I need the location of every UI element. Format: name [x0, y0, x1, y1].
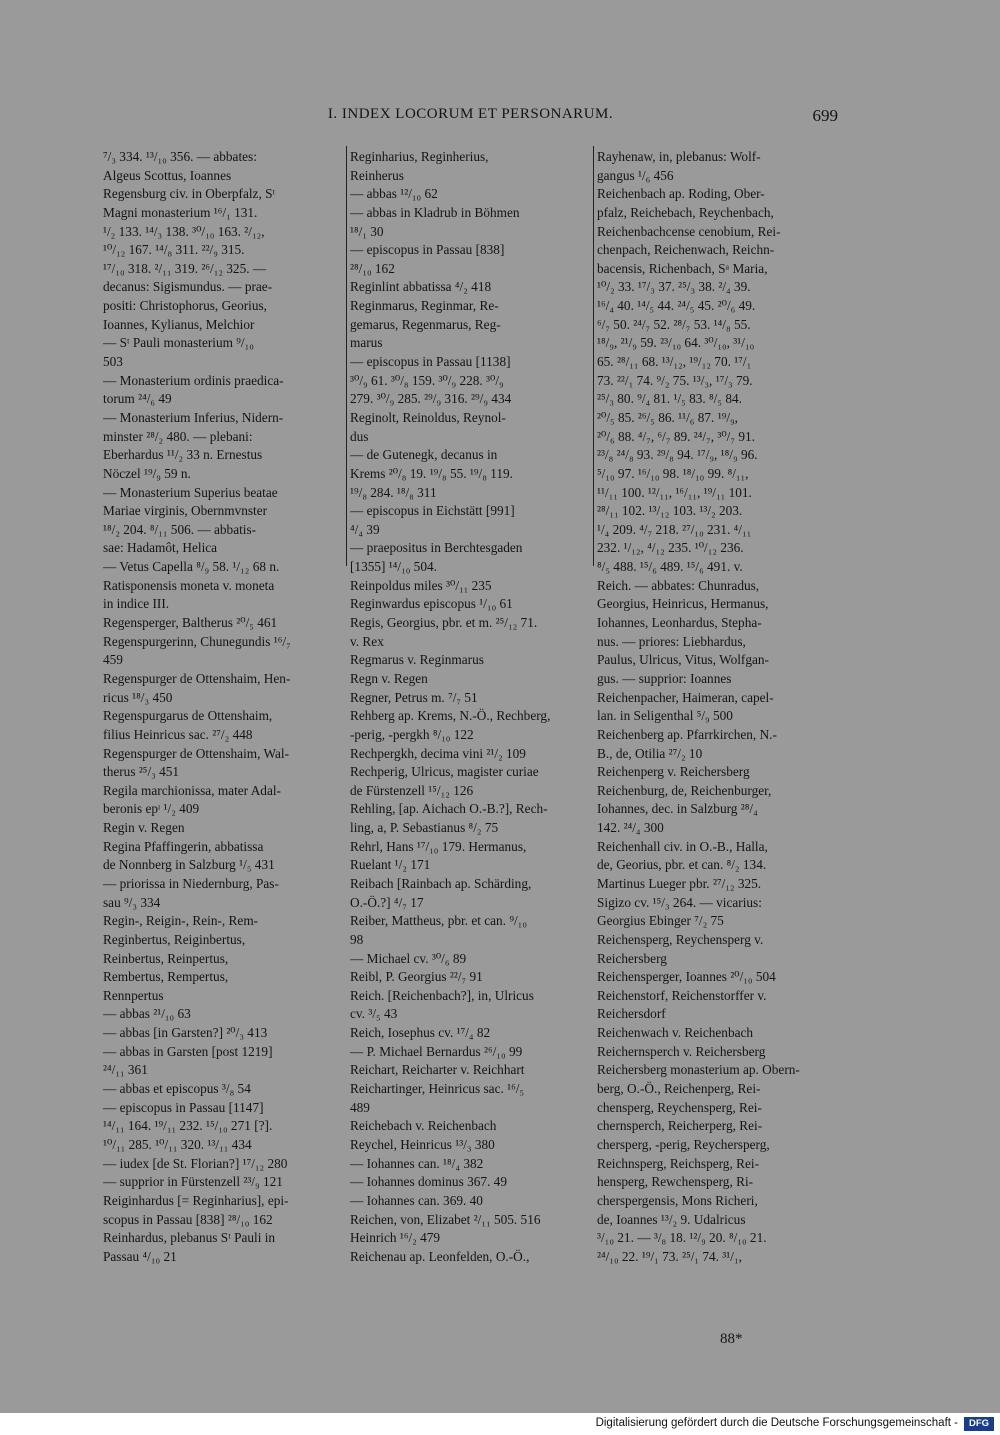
index-line: — Monasterium Inferius, Nidern-	[103, 409, 284, 425]
index-line: ¹⁹/₈ 284. ¹⁸/₈ 311	[350, 484, 437, 500]
index-line: ¹⁰/₁₁ 285. ¹⁰/₁₁ 320. ¹³/₁₁ 434	[103, 1136, 252, 1152]
footer-credit: Digitalisierung gefördert durch die Deutsche Forschungsgemeinschaft -	[595, 1417, 958, 1429]
index-line: — priorissa in Niedernburg, Pas-	[103, 875, 279, 891]
index-line: Regis, Georgius, pbr. et m. ²⁵/₁₂ 71.	[350, 615, 538, 631]
index-line: Reichenperg v. Reichersberg	[597, 764, 750, 780]
index-line: 65. ²⁸/₁₁ 68. ¹³/₁₂, ¹⁹/₁₂ 70. ¹⁷/₁	[597, 354, 752, 370]
index-line: Regensburg civ. in Oberpfalz, Sᵗ	[103, 186, 276, 202]
index-line: — abbas ¹²/₁₀ 62	[350, 186, 438, 202]
index-line: Regina Pfaffingerin, abbatissa	[103, 838, 264, 854]
index-line: — episcopus in Passau [838]	[350, 242, 505, 258]
index-line: — Monasterium Superius beatae	[103, 484, 278, 500]
index-line: Reichersdorf	[597, 1006, 666, 1022]
index-line: — episcopus in Passau [1147]	[103, 1099, 264, 1115]
index-line: Regenspurger de Ottenshaim, Hen-	[103, 670, 291, 686]
index-line: de Fürstenzell ¹⁵/₁₂ 126	[350, 782, 474, 798]
index-line: Regensperger, Baltherus ²⁰/₅ 461	[103, 615, 278, 631]
index-line: — abbas ²¹/₁₀ 63	[103, 1006, 191, 1022]
index-line: Algeus Scottus, Ioannes	[103, 167, 232, 183]
index-line: Regenspurgarus de Ottenshaim,	[103, 708, 273, 724]
index-line: 73. ²²/₁ 74. ⁹/₂ 75. ¹³/₃, ¹⁷/₃ 79.	[597, 372, 753, 388]
index-line: Reichenau ap. Leonfelden, O.-Ö.,	[350, 1248, 530, 1264]
index-line: Reich. [Reichenbach?], in, Ulricus	[350, 987, 534, 1003]
index-line: ³⁰/₉ 61. ³⁰/₈ 159. ³⁰/₉ 228. ³⁰/₉	[350, 372, 504, 388]
index-line: — Iohannes can. ¹⁸/₄ 382	[350, 1155, 484, 1171]
index-line: Reichernsperch v. Reichersberg	[597, 1043, 766, 1059]
index-line: Magni monasterium ¹⁶/₁ 131.	[103, 204, 258, 220]
index-line: Georgius, Heinricus, Hermanus,	[597, 596, 769, 612]
index-line: positi: Christophorus, Georius,	[103, 298, 267, 314]
index-line: Reginlint abbatissa ⁴/₂ 418	[350, 279, 492, 295]
index-line: Reychel, Heinricus ¹³/₃ 380	[350, 1136, 495, 1152]
index-line: Reiber, Mattheus, pbr. et can. ⁹/₁₀	[350, 913, 527, 929]
index-line: — Sᵗ Pauli monasterium ⁹/₁₀	[103, 335, 254, 351]
index-line: Reichnsperg, Reichsperg, Rei-	[597, 1155, 759, 1171]
index-line: B., de, Otilia ²⁷/₂ 10	[597, 745, 703, 761]
index-column-2	[350, 148, 591, 1266]
index-line: lan. in Seligenthal ⁵/₉ 500	[597, 708, 733, 724]
index-line: Reinbertus, Reinpertus,	[103, 950, 229, 966]
index-line: minster ²⁸/₂ 480. — plebani:	[103, 428, 253, 444]
index-line: chersperg, -perig, Reychersperg,	[597, 1136, 770, 1152]
index-line: Eberhardus ¹¹/₂ 33 n. Ernestus	[103, 447, 263, 463]
index-line: sau ⁹/₃ 334	[103, 894, 161, 910]
index-line: ¹⁷/₁₀ 318. ²/₁₁ 319. ²⁶/₁₂ 325. —	[103, 260, 267, 276]
index-line: bacensis, Richenbach, Sᵃ Maria,	[597, 260, 768, 276]
index-line: Regin v. Regen	[103, 820, 185, 836]
index-line: Reginmarus, Reginmar, Re-	[350, 298, 499, 314]
index-line: — Iohannes dominus 367. 49	[350, 1174, 507, 1190]
index-line: 279. ³⁰/₉ 285. ²⁹/₉ 316. ²⁹/₉ 434	[350, 391, 512, 407]
index-line: ²⁸/₁₀ 162	[350, 260, 395, 276]
page-number: 699	[812, 106, 838, 125]
index-line: Passau ⁴/₁₀ 21	[103, 1248, 177, 1264]
index-line: ¹⁰/₂ 33. ¹⁷/₃ 37. ²⁵/₃ 38. ²/₄ 39.	[597, 279, 751, 295]
index-line: cv. ³/₅ 43	[350, 1006, 398, 1022]
index-line: — abbas et episcopus ³/₈ 54	[103, 1081, 251, 1097]
index-line: hensperg, Rewchensperg, Ri-	[597, 1174, 754, 1190]
index-line: — de Gutenegk, decanus in	[350, 447, 498, 463]
index-line: Reichenbach ap. Roding, Ober-	[597, 186, 765, 202]
index-line: Reinpoldus miles ³⁰/₁₁ 235	[350, 577, 492, 593]
index-line: sae: Hadamôt, Helica	[103, 540, 218, 556]
index-line: — episcopus in Passau [1138]	[350, 354, 511, 370]
running-header	[103, 106, 838, 130]
index-line: Reichenstorf, Reichenstorffer v.	[597, 987, 767, 1003]
index-line: Iohannes, dec. in Salzburg ²⁸/₄	[597, 801, 758, 817]
index-line: Reichensperger, Ioannes ²⁰/₁₀ 504	[597, 969, 776, 985]
index-line: de, Georius, pbr. et can. ⁸/₂ 134.	[597, 857, 767, 873]
index-line: 503	[103, 354, 123, 370]
index-line: ⁴/₄ 39	[350, 521, 380, 537]
index-line: Georgius Ebinger ⁷/₂ 75	[597, 913, 724, 929]
index-line: Reiginhardus [= Reginharius], epi-	[103, 1192, 289, 1208]
index-line: gus. — supprior: Ioannes	[597, 670, 732, 686]
index-line: Reginharius, Reginherius,	[350, 149, 489, 164]
index-line: Reichersberg	[597, 950, 667, 966]
index-column-1	[103, 148, 344, 1266]
index-line: ⁶/₇ 50. ²⁴/₇ 52. ²⁸/₇ 53. ¹⁴/₈ 55.	[597, 316, 751, 332]
index-line: chenpach, Reichenwach, Reichn-	[597, 242, 775, 258]
index-line: ¹⁸/₁ 30	[350, 223, 384, 239]
index-line: Reichersberg monasterium ap. Obern-	[597, 1062, 800, 1078]
index-line: — episcopus in Eichstätt [991]	[350, 503, 515, 519]
index-line: Sigizo cv. ¹⁵/₃ 264. — vicarius:	[597, 894, 762, 910]
index-line: Reinhardus, plebanus Sᵗ Pauli in	[103, 1230, 276, 1246]
index-line: Reginolt, Reinoldus, Reynol-	[350, 409, 506, 425]
index-line: ²⁸/₁₁ 102. ¹³/₁₂ 103. ¹³/₂ 203.	[597, 503, 743, 519]
index-line: Rechpergkh, decima vini ²¹/₂ 109	[350, 745, 526, 761]
index-line: Reginbertus, Reiginbertus,	[103, 931, 246, 947]
index-line: de, Ioannes ¹³/₂ 9. Udalricus	[597, 1211, 746, 1227]
index-line: — Vetus Capella ⁸/₉ 58. ¹/₁₂ 68 n.	[103, 559, 280, 575]
index-line: ricus ¹⁸/₃ 450	[103, 689, 173, 705]
running-title: I. INDEX LOCORUM ET PERSONARUM.	[327, 106, 614, 122]
index-line: ²⁰/₅ 85. ²⁶/₅ 86. ¹¹/₆ 87. ¹⁹/₉,	[597, 409, 738, 425]
index-line: Reinherus	[350, 167, 404, 183]
index-line: gangus ¹/₆ 456	[597, 167, 674, 183]
index-line: O.-Ö.?] ⁴/₇ 17	[350, 894, 424, 910]
index-line: Ruelant ¹/₂ 171	[350, 857, 431, 873]
index-line: Reichartinger, Heinricus sac. ¹⁶/₅	[350, 1081, 525, 1097]
index-line: berg, O.-Ö., Reichenperg, Rei-	[597, 1081, 761, 1097]
index-line: — abbas in Garsten [post 1219]	[103, 1043, 273, 1059]
index-line: Rembertus, Rempertus,	[103, 969, 229, 985]
index-line: Rehling, [ap. Aichach O.-B.?], Rech-	[350, 801, 548, 817]
index-line: Ratisponensis moneta v. moneta	[103, 577, 275, 593]
index-line: Reichenbachcense cenobium, Rei-	[597, 223, 781, 239]
index-line: ⁷/₃ 334. ¹³/₁₀ 356. — abbates:	[103, 149, 257, 164]
index-line: ⁵/₁₀ 97. ¹⁶/₁₀ 98. ¹⁸/₁₀ 99. ⁸/₁₁,	[597, 465, 749, 481]
index-line: filius Heinricus sac. ²⁷/₂ 448	[103, 726, 253, 742]
index-line: Reginwardus episcopus ¹/₁₀ 61	[350, 596, 513, 612]
index-line: Reichart, Reicharter v. Reichhart	[350, 1062, 525, 1078]
index-line: 142. ²⁴/₄ 300	[597, 820, 664, 836]
index-line: [1355] ¹⁴/₁₀ 504.	[350, 559, 437, 575]
index-line: Regmarus v. Reginmarus	[350, 652, 484, 668]
index-line: — Michael cv. ³⁰/₆ 89	[350, 950, 467, 966]
index-line: ¹⁴/₁₁ 164. ¹⁹/₁₁ 232. ¹⁵/₁₀ 271 [?].	[103, 1118, 273, 1134]
index-line: ¹¹/₁₁ 100. ¹²/₁₁, ¹⁶/₁₁, ¹⁹/₁₁ 101.	[597, 484, 752, 500]
index-line: Reichenburg, de, Reichenburger,	[597, 782, 772, 798]
index-line: gemarus, Regenmarus, Reg-	[350, 316, 501, 332]
index-line: ¹/₂ 133. ¹⁴/₃ 138. ³⁰/₁₀ 163. ²/₁₂,	[103, 223, 265, 239]
index-line: nus. — priores: Liebhardus,	[597, 633, 746, 649]
index-line: de Nonnberg in Salzburg ¹/₅ 431	[103, 857, 275, 873]
index-line: Rechperig, Ulricus, magister curiae	[350, 764, 539, 780]
index-line: Rennpertus	[103, 987, 164, 1003]
index-line: Reichenpacher, Haimeran, capel-	[597, 689, 774, 705]
index-line: ⁸/₅ 488. ¹⁵/₆ 489. ¹⁵/₆ 491. v.	[597, 559, 743, 575]
index-line: Rehrl, Hans ¹⁷/₁₀ 179. Hermanus,	[350, 838, 527, 854]
index-line: — abbas [in Garsten?] ²⁰/₃ 413	[103, 1025, 268, 1041]
index-line: beronis epᶦ ¹/₂ 409	[103, 801, 200, 817]
index-line: 489	[350, 1099, 370, 1115]
index-line: cherspergensis, Mons Richeri,	[597, 1192, 758, 1208]
index-line: Rehberg ap. Krems, N.-Ö., Rechberg,	[350, 708, 551, 724]
index-line: therus ²⁵/₃ 451	[103, 764, 180, 780]
index-line: Reich, Iosephus cv. ¹⁷/₄ 82	[350, 1025, 491, 1041]
index-line: torum ²⁴/₆ 49	[103, 391, 172, 407]
index-line: ling, a, P. Sebastianus ⁸/₂ 75	[350, 820, 499, 836]
index-line: — supprior in Fürstenzell ²³/₉ 121	[103, 1174, 283, 1190]
index-line: Reichenhall civ. in O.-B., Halla,	[597, 838, 768, 854]
index-line: Heinrich ¹⁶/₂ 479	[350, 1230, 441, 1246]
index-line: marus	[350, 335, 383, 351]
dfg-logo: DFG	[964, 1417, 994, 1431]
index-line: 232. ¹/₁₂, ⁴/₁₂ 235. ¹⁰/₁₂ 236.	[597, 540, 744, 556]
footer-bar	[0, 1413, 1000, 1435]
index-line: Iohannes, Leonhardus, Stepha-	[597, 615, 762, 631]
index-line: ²⁴/₁₁ 361	[103, 1062, 148, 1078]
index-line: Regenspurgerinn, Chunegundis ¹⁶/₇	[103, 633, 291, 649]
index-line: decanus: Sigismundus. — prae-	[103, 279, 273, 295]
index-line: Reichenberg ap. Pfarrkirchen, N.-	[597, 726, 777, 742]
index-line: ¹⁸/₂ 204. ⁸/₁₁ 506. — abbatis-	[103, 521, 257, 537]
index-line: ²⁵/₃ 80. ⁹/₄ 81. ¹/₅ 83. ⁸/₅ 84.	[597, 391, 742, 407]
index-line: — iudex [de St. Florian?] ¹⁷/₁₂ 280	[103, 1155, 288, 1171]
index-line: chensperg, Reychensperg, Rei-	[597, 1099, 762, 1115]
index-line: Reichen, von, Elizabet ²/₁₁ 505. 516	[350, 1211, 541, 1227]
index-line: Nöczel ¹⁹/₉ 59 n.	[103, 465, 191, 481]
index-line: ¹⁸/₉, ²¹/₉ 59. ²³/₁₀ 64. ³⁰/₁₀, ³¹/₁₀	[597, 335, 755, 351]
index-line: Reichensperg, Reychensperg v.	[597, 931, 764, 947]
index-line: ¹⁰/₁₂ 167. ¹⁴/₈ 311. ²²/₉ 315.	[103, 242, 245, 258]
index-line: 459	[103, 652, 123, 668]
index-line: pfalz, Reichebach, Reychenbach,	[597, 204, 774, 220]
index-line: Regn v. Regen	[350, 670, 428, 686]
column-rule-right	[593, 146, 594, 566]
index-line: — abbas in Kladrub in Böhmen	[350, 204, 520, 220]
index-line: 98	[350, 931, 364, 947]
index-line: Regenspurger de Ottenshaim, Wal-	[103, 745, 290, 761]
index-column-3	[597, 148, 838, 1266]
index-line: ²⁰/₆ 88. ⁴/₇, ⁶/₇ 89. ²⁴/₇, ³⁰/₇ 91.	[597, 428, 755, 444]
index-line: Regila marchionissa, mater Adal-	[103, 782, 281, 798]
index-line: Ioannes, Kylianus, Melchior	[103, 316, 255, 332]
index-line: chernsperch, Reicherperg, Rei-	[597, 1118, 763, 1134]
index-line: Krems ²⁰/₈ 19. ¹⁹/₈ 55. ¹⁹/₈ 119.	[350, 465, 513, 481]
index-line: — Monasterium ordinis praedica-	[103, 372, 284, 388]
index-line: Mariae virginis, Obernmvnster	[103, 503, 268, 519]
index-line: ²³/₈ ²⁴/₈ 93. ²⁹/₈ 94. ¹⁷/₉, ¹⁸/₉ 96.	[597, 447, 758, 463]
index-line: Regner, Petrus m. ⁷/₇ 51	[350, 689, 478, 705]
index-line: ¹/₄ 209. ⁴/₇ 218. ²⁷/₁₀ 231. ⁴/₁₁	[597, 521, 752, 537]
index-line: Reibach [Rainbach ap. Schärding,	[350, 875, 532, 891]
index-line: Paulus, Ulricus, Vitus, Wolfgan-	[597, 652, 769, 668]
index-line: Reichenwach v. Reichenbach	[597, 1025, 754, 1041]
index-line: ²⁴/₁₀ 22. ¹⁹/₁ 73. ²⁵/₁ 74. ³¹/₁,	[597, 1248, 742, 1264]
index-line: in indice III.	[103, 596, 170, 612]
index-line: Reichebach v. Reichenbach	[350, 1118, 497, 1134]
index-line: ³/₁₀ 21. — ³/₈ 18. ¹²/₉ 20. ⁸/₁₀ 21.	[597, 1230, 767, 1246]
signature-mark: 88*	[720, 1331, 743, 1347]
index-line: v. Rex	[350, 633, 384, 649]
index-line: dus	[350, 428, 369, 444]
index-line: Reich. — abbates: Chunradus,	[597, 577, 760, 593]
index-line: — Iohannes can. 369. 40	[350, 1192, 483, 1208]
index-line: — P. Michael Bernardus ²⁶/₁₀ 99	[350, 1043, 523, 1059]
index-line: -perig, -pergkh ⁸/₁₀ 122	[350, 726, 474, 742]
index-line: Reibl, P. Georgius ²²/₇ 91	[350, 969, 483, 985]
index-line: Regin-, Reigin-, Rein-, Rem-	[103, 913, 259, 929]
index-line: ¹⁶/₄ 40. ¹⁴/₅ 44. ²⁴/₅ 45. ²⁰/₆ 49.	[597, 298, 756, 314]
index-line: Rayhenaw, in, plebanus: Wolf-	[597, 149, 761, 164]
index-line: scopus in Passau [838] ²⁸/₁₀ 162	[103, 1211, 273, 1227]
column-rule-left	[346, 146, 347, 566]
index-line: Martinus Lueger pbr. ²⁷/₁₂ 325.	[597, 875, 762, 891]
index-line: — praepositus in Berchtesgaden	[350, 540, 523, 556]
